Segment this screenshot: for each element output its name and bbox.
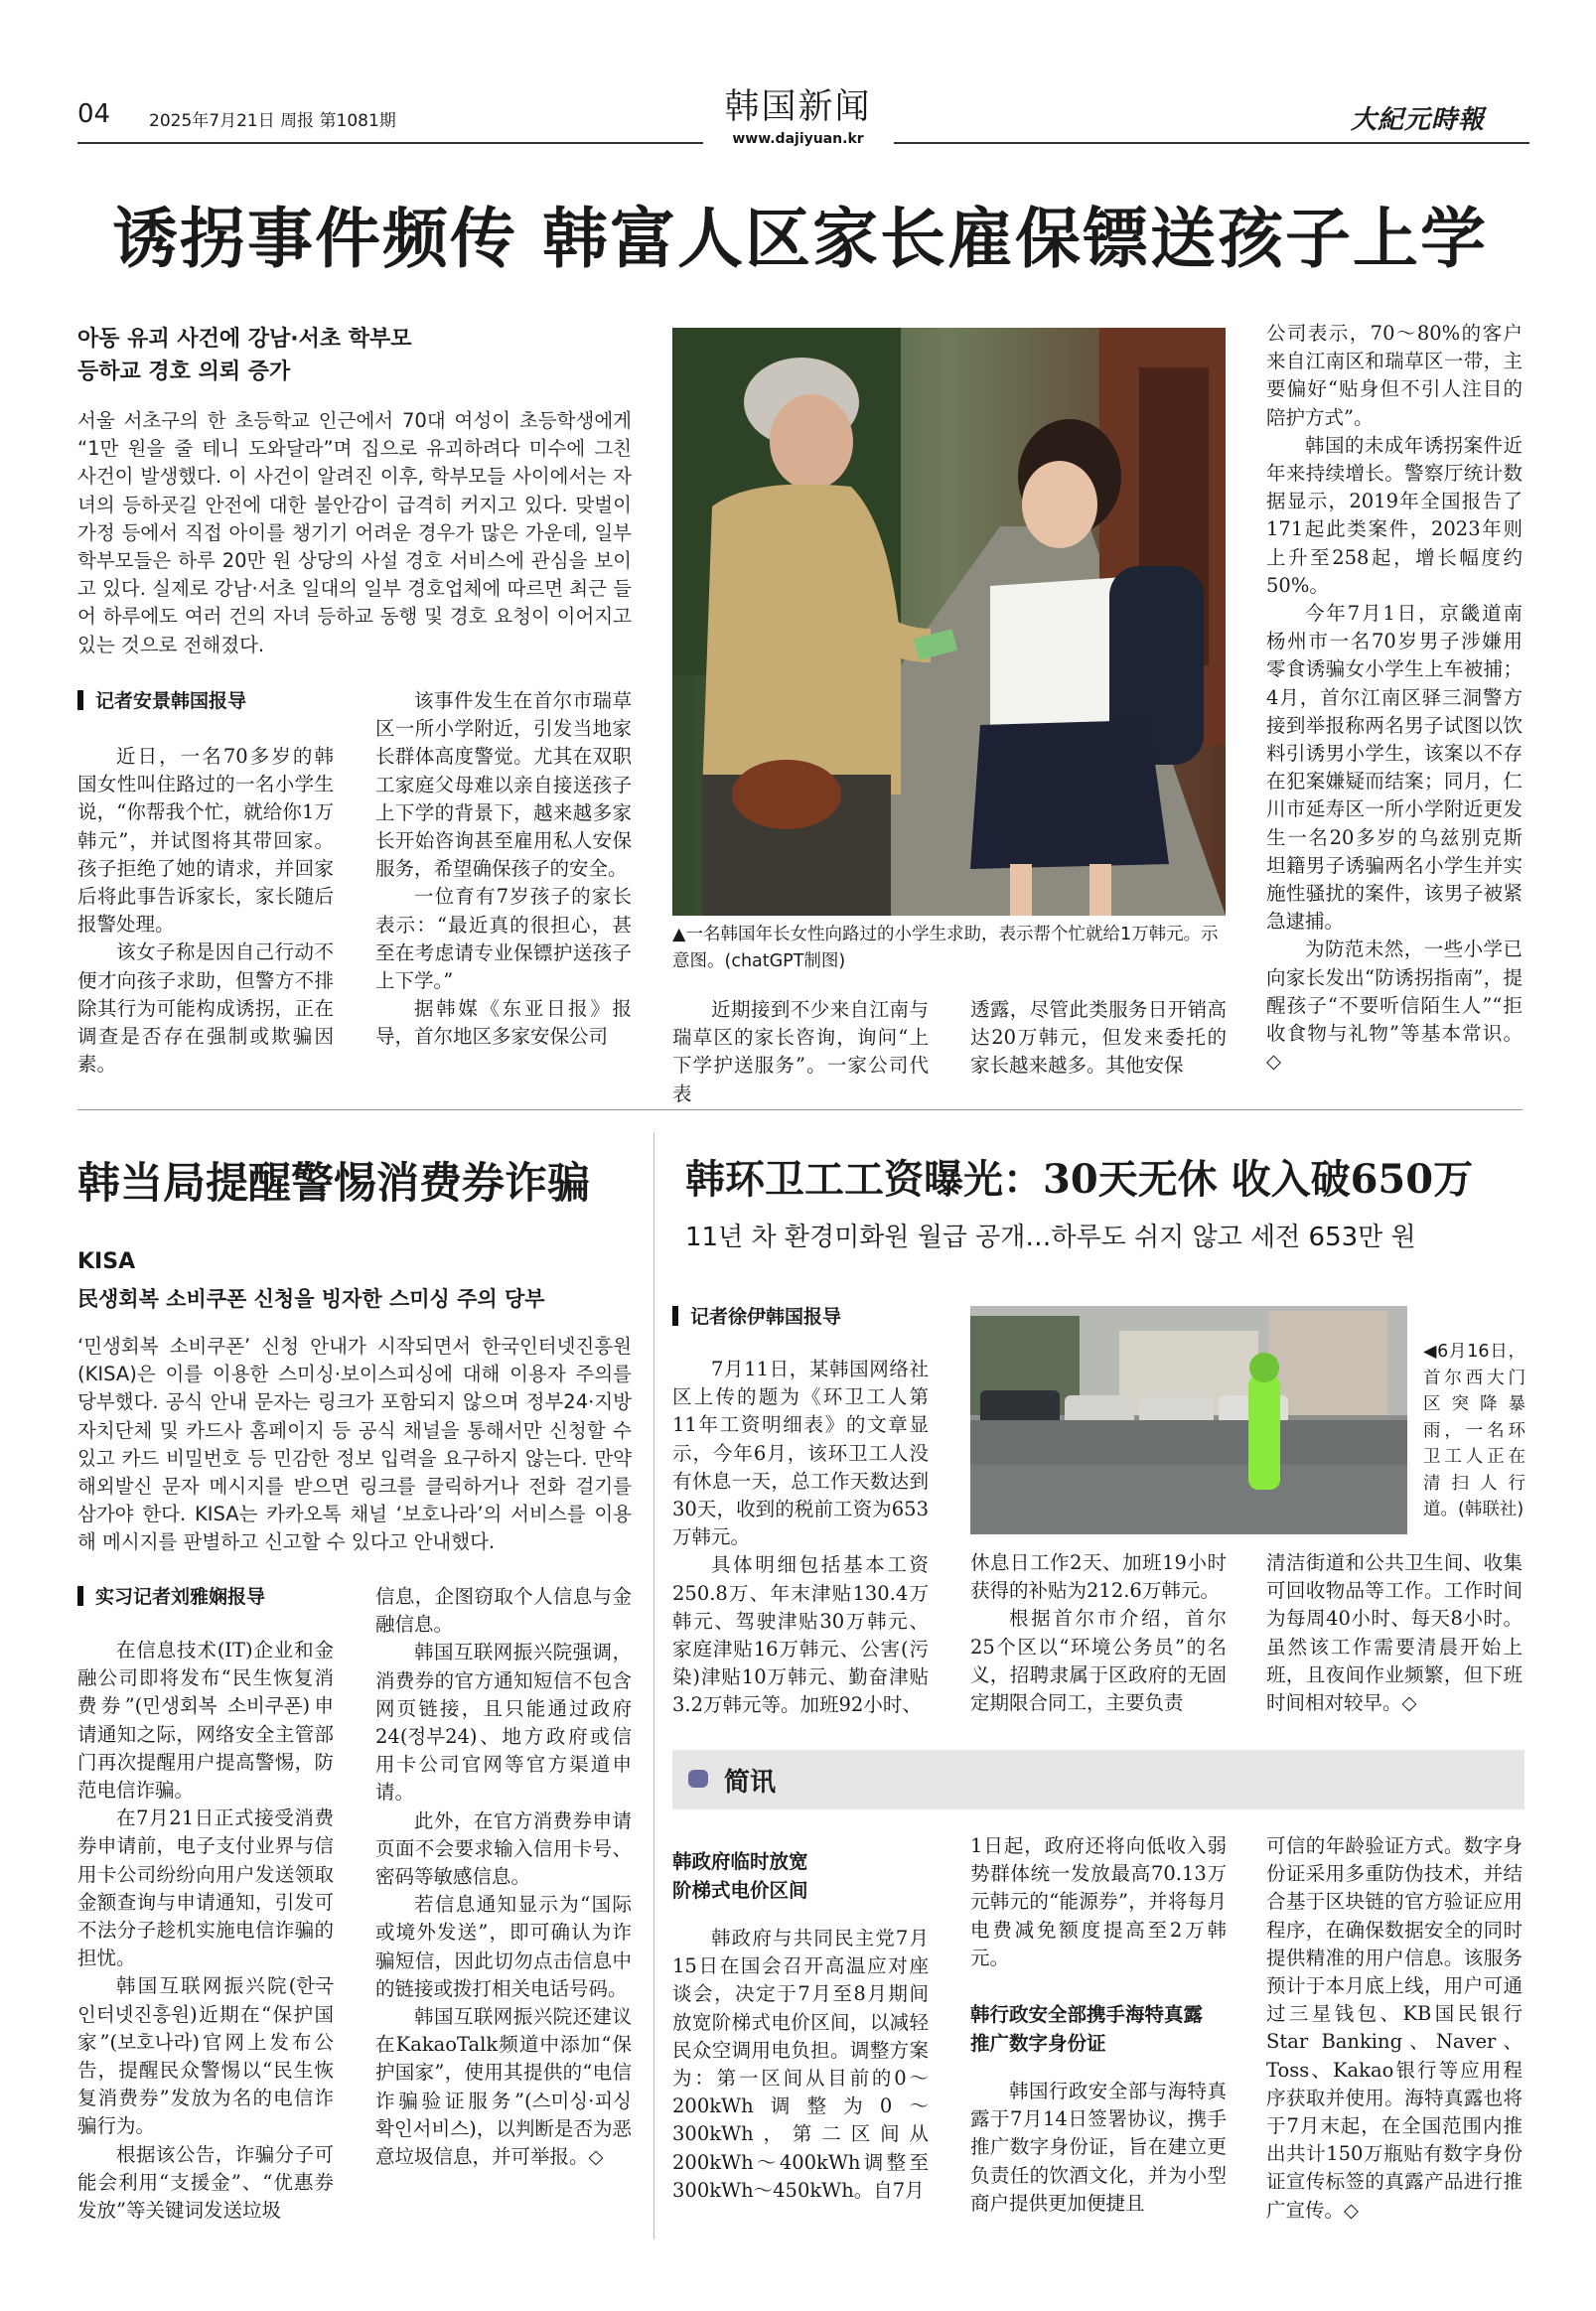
- article2-col2: 信息，企图窃取个人信息与金融信息。 韩国互联网振兴院强调，消费券的官方通知短信不包含网页链接，且只能通过政府24(정부24)、地方政府或信用卡公司官网等官方渠道申请。 此外，在官方消费券申请页面不会要求输入信用卡号、密码等敏感信息。 若信息通知显示为“国际或境外发送”，即可确认为诈骗短信，因此切勿点击信息中的链接或拨打相关电话号码。 韩国互联网振兴院还建议在KakaoTalk频道中添加“保护国家”，使用其提供的“电信诈骗验证服务”(스미싱·피싱 확인서비스)，以判断是否为恶意垃圾信息，并可举报。◇: [375, 1585, 632, 2169]
- brief-col2: 1日起，政府还将向低收入弱势群体统一发放最高70.13万元韩元的“能源券”，并将每月电费减免额度提高至2万韩元。 韩行政安全部携手海特真露 推广数字身份证 韩国行政安全部与海特真露于7月14日签署协议，携手推广数字身份证，旨在建立更负责任的饮酒文化，并为小型商户提供更加便捷且: [970, 1834, 1227, 2215]
- column-divider: [653, 1132, 654, 2239]
- article2-byline: 实习记者刘雅娴报导: [77, 1583, 265, 1611]
- article2-headline: 韩当局提醒警惕消费券诈骗: [77, 1159, 590, 1209]
- article3-byline: 记者徐伊韩国报导: [672, 1303, 841, 1331]
- article1-headline: 诱拐事件频传 韩富人区家长雇保镖送孩子上学: [112, 200, 1488, 277]
- article1-korean-subhead: [77, 323, 644, 388]
- section-title: 韩国新闻: [724, 87, 872, 127]
- issue-date: 2025年7月21日 周报 第1081期: [149, 111, 396, 131]
- article1-col4: 透露，尽管此类服务日开销高达20万韩元，但发来委托的家长越来越多。其他安保: [970, 998, 1227, 1078]
- kor-subhead-line1: 아동 유괴 사건에 강남·서초 학부모: [77, 327, 412, 352]
- brief1-title: 韩政府临时放宽 阶梯式电价区间: [672, 1850, 808, 1902]
- brief2-title: 韩行政安全部携手海特真露 推广数字身份证: [970, 2003, 1204, 2056]
- briefs-header-title: 简讯: [724, 1768, 777, 1798]
- article2-col1: 在信息技术(IT)企业和金融公司即将发布“民生恢复消费券”(민생회복 소비쿠폰)申请通知之际，网络安全主管部门再次提醒用户提高警惕，防范电信诈骗。 在7月21日正式接受消费券申请前，电子支付业界与信用卡公司纷纷向用户发送领取金额查询与申请通知，引发可不法分子趁机实施电信诈骗的担忧。 韩国互联网振兴院(한국인터넷진흥원)近期在“保护国家”(보호나라)官网上发布公告，提醒民众警惕以“民生恢复消费券”发放为名的电信诈骗行为。 根据该公告，诈骗分子可能会利用“支援金”、“优惠券发放”等关键词发送垃圾: [77, 1639, 334, 2223]
- article1-col2: 该事件发生在首尔市瑞草区一所小学附近，引发当地家长群体高度警觉。尤其在双职工家庭父母难以亲自接送孩子上下学的背景下，越来越多家长开始咨询甚至雇用私人安保服务，希望确保孩子的安全。 一位育有7岁孩子的家长表示：“最近真的很担心，甚至在考虑请专业保镖护送孩子上下学。” 据韩媒《东亚日报》报导，首尔地区多家安保公司: [375, 689, 632, 1049]
- article2-korean-summary: ‘민생회복 소비쿠폰’ 신청 안내가 시작되면서 한국인터넷진흥원(KISA)은 이를 이용한 스미싱·보이스피싱에 대해 이용자 주의를 당부했다. 공식 안내 문자는 링크가 포함되지 않으며 정부24·지방자치단체 및 카드사 홈페이지 등 공식 채널을 통해서만 신청할 수 있고 카드 비밀번호 등 민감한 정보 입력을 요구하지 않는다. 만약 해외발신 문자 메시지를 받으면 링크를 클릭하거나 전화 걸기를 삼가야 한다. KISA는 카카오톡 채널 ‘보호나라’의 서비스를 이용해 메시지를 판별하고 신고할 수 있다고 안내했다.: [77, 1335, 632, 1554]
- masthead-rule-right: [894, 142, 1529, 144]
- page-number: 04: [77, 99, 111, 129]
- kor-subhead-line2: 등하교 경호 의뢰 증가: [77, 360, 291, 384]
- article1-col5: 公司表示，70～80%的客户来自江南区和瑞草区一带，主要偏好“贴身但不引人注目的陪护方式”。 韩国的未成年诱拐案件近年来持续增长。警察厅统计数据显示，2019年全国报告了171起此类案件，2023年则上升至258起，增长幅度约50%。 今年7月1日，京畿道南杨州市一名70岁男子涉嫌用零食诱骗女小学生上车被捕；4月，首尔江南区驿三洞警方接到举报称两名男子试图以饮料引诱男小学生，该案以不存在犯案嫌疑而结案；同月，仁川市延寿区一所小学附近更发生一名20多岁的乌兹别克斯坦籍男子诱骗两名小学生并实施性骚扰的案件，该男子被紧急逮捕。 为防范未然，一些小学已向家长发出“防诱拐指南”，提醒孩子“不要听信陌生人”“拒收食物与礼物”等基本常识。◇: [1266, 322, 1523, 1074]
- article1-col3: 近期接到不少来自江南与瑞草区的家长咨询，询问“上下学护送服务”。一家公司代表: [672, 998, 929, 1105]
- photo-illustration: [672, 328, 1226, 916]
- article3-photo: [970, 1306, 1407, 1534]
- article1-col1: 近日，一名70多岁的韩国女性叫住路过的一名小学生说，“你帮我个忙，就给你1万韩元”，并试图将其带回家。孩子拒绝了她的请求，并回家后将此事告诉家长，家长随后报警处理。 该女子称是因自己行动不便才向孩子求助，但警方不排除其行为可能构成诱拐，正在调查是否存在强制或欺骗因素。: [77, 745, 334, 1077]
- section-divider: [77, 1109, 1523, 1110]
- article3-col1: 7月11日，某韩国网络社区上传的题为《环卫工人第11年工资明细表》的文章显示，今年6月，该环卫工人没有休息一天，总工作天数达到30天，收到的税前工资为653万韩元。 具体明细包括基本工资250.8万、年末津贴130.4万韩元、驾驶津贴30万韩元、家庭津贴16万韩元、公害(污染)津贴10万韩元、勤奋津贴3.2万韩元等。加班92小时、: [672, 1358, 929, 1717]
- article3-photo-caption: ◀6月16日，首尔西大门区突降暴雨，一名环卫工人正在清扫人行道。(韩联社): [1423, 1342, 1525, 1519]
- masthead-rule-left: [77, 142, 703, 144]
- brief1-col1: 韩政府临时放宽 阶梯式电价区间 韩政府与共同民主党7月15日在国会召开高温应对座谈会，决定于7月至8月期间放宽阶梯式电价区间，以减轻民众空调用电负担。调整方案为：第一区间从目前的0～200kWh调整为0～300kWh，第二区间从200kWh～400kWh调整至300kWh～450kWh。自7月: [672, 1847, 929, 2205]
- brief2-col3: 可信的年龄验证方式。数字身份证采用多重防伪技术，并结合基于区块链的官方验证应用程序，在确保数据安全的同时提供精准的用户信息。该服务预计于本月底上线，用户可通过三星钱包、KB国民银行Star Banking、Naver、Toss、Kakao银行等应用程序获取并使用。海特真露也将于7月末起，在全国范围内推出共计150万瓶贴有数字身份证宣传标签的真露产品进行推广宣传。◇: [1266, 1834, 1523, 2222]
- article2-korean-subhead: 民생회복 소비쿠폰 신청을 빙자한 스미싱 주의 당부: [77, 1287, 545, 1311]
- site-url: www.dajiyuan.kr: [732, 131, 864, 147]
- article1-byline: 记者安景韩国报导: [77, 687, 246, 715]
- article1-photo: [672, 328, 1226, 916]
- article3-headline: 韩环卫工工资曝光：30天无休 收入破650万: [685, 1156, 1474, 1203]
- article3-col3: 清洁街道和公共卫生间、收集可回收物品等工作。工作时间为每周40小时、每天8小时。虽然该工作需要清晨开始上班，且夜间作业频繁，但下班时间相对较早。◇: [1266, 1551, 1523, 1715]
- article2-korean-label: KISA: [77, 1249, 136, 1274]
- article3-korean-subhead: 11년 차 환경미화원 월급 공개…하루도 쉬지 않고 세전 653만 원: [685, 1223, 1416, 1252]
- speech-bubble-icon: [688, 1770, 708, 1788]
- article3-col2: 休息日工作2天、加班19小时获得的补贴为212.6万韩元。 根据首尔市介绍，首尔25个区以“环境公务员”的名义，招聘隶属于区政府的无固定期限合同工，主要负责: [970, 1551, 1227, 1715]
- article1-photo-caption: ▲一名韩国年长女性向路过的小学生求助，表示帮个忙就给1万韩元。示意图。(chatGPT制图): [672, 925, 1219, 971]
- briefs-header-bar: [672, 1750, 1524, 1809]
- photo-street-rain: [970, 1306, 1407, 1534]
- article1-korean-summary: 서울 서초구의 한 초등학교 인근에서 70대 여성이 초등학생에게 “1만 원을 줄 테니 도와달라”며 집으로 유괴하려다 미수에 그친 사건이 발생했다. 이 사건이 알려진 이후, 학부모들 사이에서는 자녀의 등하굣길 안전에 대한 불안감이 급격히 커지고 있다. 맞벌이 가정 등에서 직접 아이를 챙기기 어려운 경우가 많은 가운데, 일부 학부모들은 하루 20만 원 상당의 사설 경호 서비스에 관심을 보이고 있다. 실제로 강남·서초 일대의 일부 경호업체에 따르면 최근 들어 하루에도 여러 건의 자녀 등하교 동행 및 경호 요청이 이어지고 있는 것으로 전해졌다.: [77, 409, 632, 656]
- newspaper-logo: 大紀元時報: [1351, 105, 1486, 135]
